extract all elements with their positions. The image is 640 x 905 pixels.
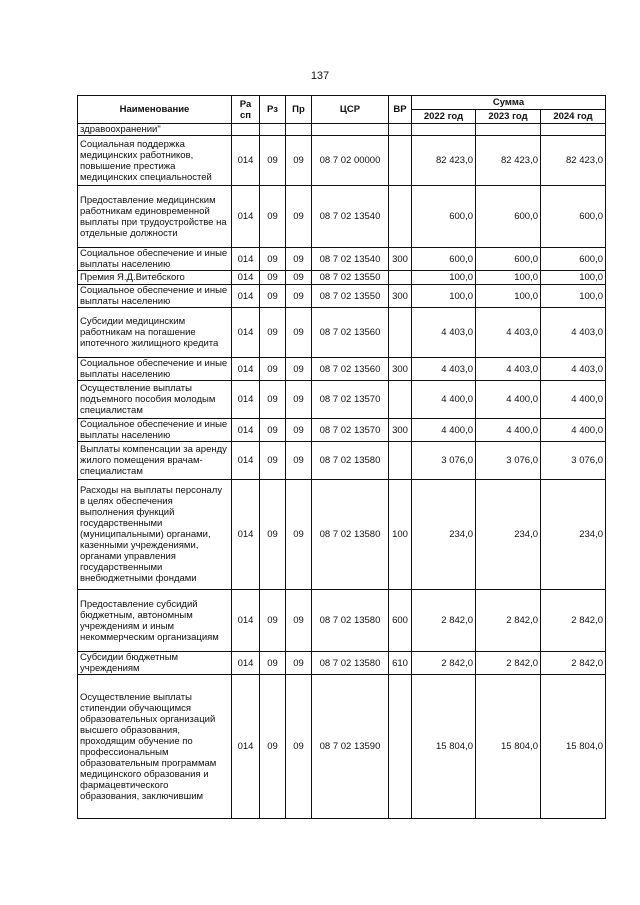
row-rasp: 014 [232,652,260,675]
row-csr: 08 7 02 13580 [312,590,389,652]
row-sum-2022: 100,0 [412,285,476,308]
row-sum-2022 [412,124,476,136]
row-sum-2024: 3 076,0 [541,442,606,480]
row-sum-2023: 82 423,0 [476,136,541,186]
row-vr [389,271,412,285]
row-rz: 09 [260,590,286,652]
row-sum-2023: 234,0 [476,480,541,590]
row-pr: 09 [286,358,312,381]
header-name: Наименование [78,96,232,124]
row-sum-2023: 2 842,0 [476,652,541,675]
row-sum-2023: 4 400,0 [476,419,541,442]
row-rz: 09 [260,136,286,186]
row-sum-2024: 2 842,0 [541,590,606,652]
row-sum-2022: 100,0 [412,271,476,285]
row-sum-2022: 234,0 [412,480,476,590]
row-rz: 09 [260,186,286,248]
row-pr: 09 [286,442,312,480]
row-pr: 09 [286,248,312,271]
table-row [78,248,606,271]
header-vr: ВР [389,96,412,124]
row-sum-2022: 600,0 [412,248,476,271]
budget-body [78,124,606,819]
row-sum-2024: 82 423,0 [541,136,606,186]
row-csr: 08 7 02 13590 [312,675,389,819]
row-sum-2022: 15 804,0 [412,675,476,819]
row-sum-2024: 2 842,0 [541,652,606,675]
row-csr: 08 7 02 13580 [312,652,389,675]
row-rasp: 014 [232,419,260,442]
row-name: здравоохранении" [78,124,232,136]
page-number: 137 [310,70,330,82]
row-rasp: 014 [232,308,260,358]
row-sum-2024: 100,0 [541,285,606,308]
row-csr: 08 7 02 13580 [312,442,389,480]
row-csr: 08 7 02 00000 [312,136,389,186]
row-sum-2023: 4 403,0 [476,308,541,358]
row-rasp: 014 [232,442,260,480]
row-sum-2022: 4 403,0 [412,358,476,381]
row-pr: 09 [286,419,312,442]
row-rasp: 014 [232,136,260,186]
row-name: Социальное обеспечение и иные выплаты населению [78,285,232,308]
row-name: Субсидии медицинским работникам на погашение ипотечного жилищного кредита [78,308,232,358]
row-csr: 08 7 02 13550 [312,285,389,308]
row-sum-2023: 2 842,0 [476,590,541,652]
row-vr: 600 [389,590,412,652]
table-row [78,271,606,285]
row-pr: 09 [286,186,312,248]
row-vr [389,675,412,819]
row-csr: 08 7 02 13560 [312,358,389,381]
row-csr: 08 7 02 13550 [312,271,389,285]
row-csr: 08 7 02 13540 [312,186,389,248]
row-sum-2022: 82 423,0 [412,136,476,186]
row-rasp: 014 [232,381,260,419]
row-vr: 300 [389,285,412,308]
row-pr: 09 [286,590,312,652]
table-row [78,590,606,652]
table-row [78,136,606,186]
row-sum-2024: 4 400,0 [541,381,606,419]
row-vr [389,136,412,186]
row-rasp: 014 [232,590,260,652]
row-vr: 610 [389,652,412,675]
header-year-2023: 2023 год [476,110,541,124]
row-pr [286,124,312,136]
row-name: Выплаты компенсации за аренду жилого помещения врачам-специалистам [78,442,232,480]
row-rz: 09 [260,271,286,285]
row-rasp: 014 [232,271,260,285]
header-row-top [78,96,606,110]
row-vr: 300 [389,358,412,381]
header-sum: Сумма [412,96,606,110]
row-rasp [232,124,260,136]
row-name: Осуществление выплаты подъемного пособия молодым специалистам [78,381,232,419]
row-rasp: 014 [232,285,260,308]
row-sum-2022: 4 403,0 [412,308,476,358]
row-rz: 09 [260,285,286,308]
row-sum-2022: 2 842,0 [412,590,476,652]
row-sum-2022: 600,0 [412,186,476,248]
row-vr [389,442,412,480]
row-vr [389,186,412,248]
row-sum-2022: 4 400,0 [412,381,476,419]
row-vr: 100 [389,480,412,590]
row-rz: 09 [260,308,286,358]
row-rz: 09 [260,480,286,590]
row-sum-2024: 4 403,0 [541,308,606,358]
header-pr: Пр [286,96,312,124]
row-rz: 09 [260,248,286,271]
row-sum-2023: 600,0 [476,248,541,271]
row-rasp: 014 [232,186,260,248]
row-rasp: 014 [232,480,260,590]
row-sum-2023: 100,0 [476,271,541,285]
header-rz: Рз [260,96,286,124]
row-rz: 09 [260,358,286,381]
row-name: Социальное обеспечение и иные выплаты населению [78,358,232,381]
row-rz: 09 [260,419,286,442]
table-row [78,419,606,442]
table-row [78,442,606,480]
row-sum-2023 [476,124,541,136]
row-pr: 09 [286,480,312,590]
row-rasp: 014 [232,675,260,819]
row-sum-2023: 15 804,0 [476,675,541,819]
row-vr [389,308,412,358]
row-pr: 09 [286,652,312,675]
row-pr: 09 [286,308,312,358]
row-sum-2024: 234,0 [541,480,606,590]
row-name: Социальная поддержка медицинских работников, повышение престижа медицинских специальностей [78,136,232,186]
header-year-2022: 2022 год [412,110,476,124]
table-row [78,285,606,308]
row-pr: 09 [286,136,312,186]
table-row [78,124,606,136]
row-sum-2022: 3 076,0 [412,442,476,480]
row-vr: 300 [389,419,412,442]
header-rasp: Ра сп [232,96,260,124]
row-sum-2024: 600,0 [541,248,606,271]
row-csr: 08 7 02 13570 [312,381,389,419]
row-vr: 300 [389,248,412,271]
row-rz: 09 [260,381,286,419]
row-name: Расходы на выплаты персоналу в целях обеспечения выполнения функций государственными (муниципальными) органами, казенными учреждениями, органами управления государственными внебюджетными фондами [78,480,232,590]
row-csr: 08 7 02 13580 [312,480,389,590]
row-name: Предоставление медицинским работникам единовременной выплаты при трудоустройстве на отдельные должности [78,186,232,248]
row-rz: 09 [260,442,286,480]
row-csr: 08 7 02 13540 [312,248,389,271]
row-vr [389,124,412,136]
table-row [78,381,606,419]
row-sum-2023: 3 076,0 [476,442,541,480]
row-sum-2023: 4 403,0 [476,358,541,381]
table-row [78,480,606,590]
table-row [78,186,606,248]
row-sum-2022: 4 400,0 [412,419,476,442]
header-csr: ЦСР [312,96,389,124]
row-sum-2024 [541,124,606,136]
row-pr: 09 [286,381,312,419]
table-row [78,358,606,381]
row-sum-2024: 4 400,0 [541,419,606,442]
row-rz: 09 [260,652,286,675]
row-sum-2024: 600,0 [541,186,606,248]
row-pr: 09 [286,271,312,285]
table-row [78,308,606,358]
row-rasp: 014 [232,248,260,271]
row-name: Премия Я.Д.Витебского [78,271,232,285]
row-rz [260,124,286,136]
table-row [78,675,606,819]
row-name: Социальное обеспечение и иные выплаты населению [78,419,232,442]
row-rz: 09 [260,675,286,819]
row-pr: 09 [286,675,312,819]
row-csr: 08 7 02 13560 [312,308,389,358]
row-sum-2022: 2 842,0 [412,652,476,675]
row-name: Социальное обеспечение и иные выплаты населению [78,248,232,271]
row-sum-2023: 4 400,0 [476,381,541,419]
row-csr: 08 7 02 13570 [312,419,389,442]
budget-table [77,95,606,819]
row-pr: 09 [286,285,312,308]
table-row [78,652,606,675]
row-name: Осуществление выплаты стипендии обучающимся образовательных организаций высшего образования, проходящим обучение по профессиональным образовательным программам медицинского образования и фармацевтического образования, заключившим [78,675,232,819]
row-name: Субсидии бюджетным учреждениям [78,652,232,675]
row-sum-2024: 4 403,0 [541,358,606,381]
row-sum-2024: 15 804,0 [541,675,606,819]
row-sum-2023: 100,0 [476,285,541,308]
row-sum-2023: 600,0 [476,186,541,248]
header-year-2024: 2024 год [541,110,606,124]
row-rasp: 014 [232,358,260,381]
row-csr [312,124,389,136]
row-name: Предоставление субсидий бюджетным, автономным учреждениям и иным некоммерческим организациям [78,590,232,652]
row-vr [389,381,412,419]
row-sum-2024: 100,0 [541,271,606,285]
